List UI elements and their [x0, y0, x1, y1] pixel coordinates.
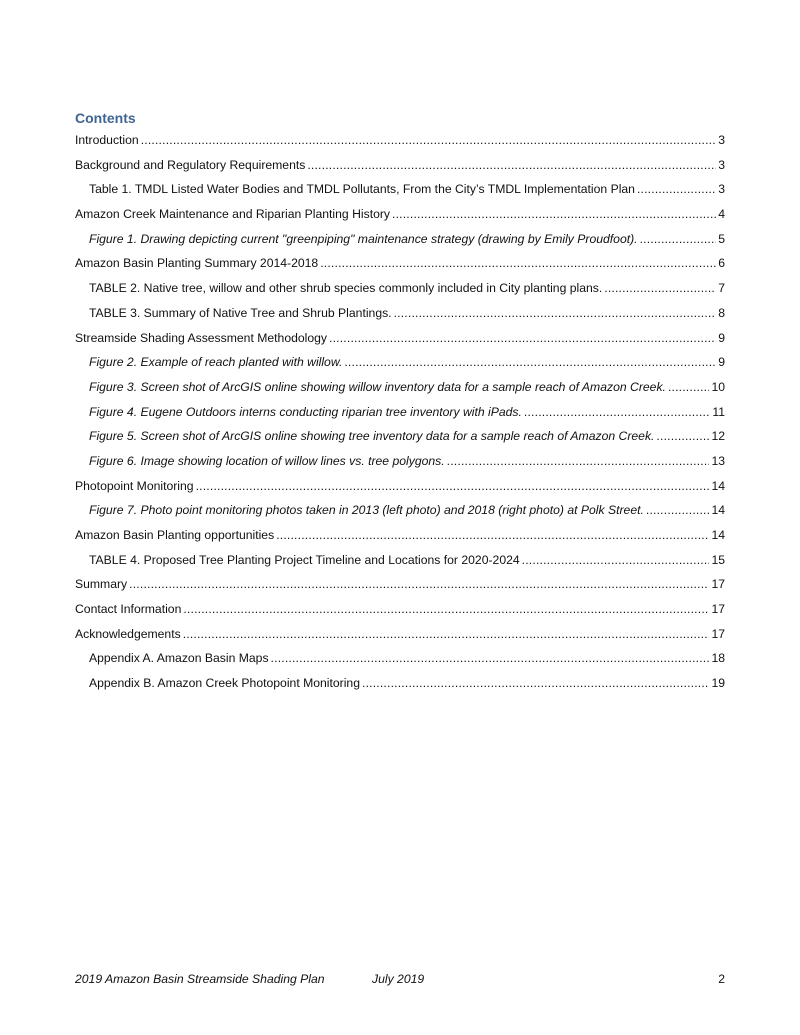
- toc-entry-page-number: 9: [718, 355, 725, 370]
- toc-entry-title: Contact Information: [75, 602, 182, 617]
- toc-dot-leader: [183, 601, 709, 617]
- toc-dot-leader: [524, 404, 710, 420]
- toc-entry-page-number: 18: [711, 651, 725, 666]
- toc-dot-leader: [271, 650, 710, 666]
- toc-entry[interactable]: [75, 404, 725, 429]
- toc-entry-page-number: 17: [711, 602, 725, 617]
- toc-entry-title: Photopoint Monitoring: [75, 478, 194, 493]
- toc-entry-page-number: 13: [711, 453, 725, 468]
- toc-entry-title: Amazon Basin Planting opportunities: [75, 528, 275, 542]
- toc-entry-page-number: 14: [711, 503, 725, 518]
- footer-date: July 2019: [372, 972, 425, 986]
- toc-entry-title: Figure 1. Drawing depicting current "greenpiping" maintenance strategy (drawing by Emily Proudfoot).: [89, 231, 638, 246]
- toc-dot-leader: [362, 675, 709, 691]
- toc-dot-leader: [196, 478, 710, 494]
- toc-entry[interactable]: [75, 626, 725, 651]
- toc-dot-leader: [394, 305, 717, 321]
- toc-heading: Contents: [75, 110, 136, 126]
- toc-entry[interactable]: [75, 379, 725, 404]
- toc-entry-page-number: 3: [718, 157, 725, 172]
- toc-entry[interactable]: [75, 231, 725, 256]
- toc-entry-title: Figure 2. Example of reach planted with willow.: [89, 355, 343, 370]
- toc-entry-title: Appendix B. Amazon Creek Photopoint Monitoring: [89, 676, 360, 691]
- toc-dot-leader: [329, 330, 716, 346]
- toc-entry-title: Amazon Basin Planting Summary 2014-2018: [75, 256, 319, 271]
- toc-entry-title: Summary: [75, 577, 128, 592]
- toc-entry-title: TABLE 3. Summary of Native Tree and Shrub Plantings.: [89, 305, 392, 320]
- toc-entry-page-number: 12: [711, 429, 725, 444]
- toc-entry-title: Figure 4. Eugene Outdoors interns conducting riparian tree inventory with iPads.: [89, 404, 522, 419]
- toc-entry-page-number: 10: [711, 379, 725, 394]
- toc-entry-page-number: 3: [718, 133, 725, 147]
- toc-entry[interactable]: [75, 305, 725, 330]
- toc-entry[interactable]: [75, 428, 725, 453]
- toc-entry[interactable]: [75, 330, 725, 355]
- toc-entry[interactable]: [75, 527, 725, 552]
- toc-entry-title: Streamside Shading Assessment Methodology: [75, 330, 328, 345]
- toc-dot-leader: [668, 379, 710, 395]
- toc-entry-page-number: 8: [718, 305, 725, 320]
- toc-entry[interactable]: [75, 453, 725, 478]
- toc-entry-title: TABLE 2. Native tree, willow and other shrub species commonly included in City planting plans.: [89, 281, 603, 296]
- toc-dot-leader: [656, 428, 709, 444]
- toc-entry-title: Figure 3. Screen shot of ArcGIS online showing willow inventory data for a sample reach of Amazon Creek.: [89, 379, 666, 394]
- toc-dot-leader: [183, 626, 710, 642]
- toc-entry-page-number: 14: [711, 528, 725, 542]
- toc-entry[interactable]: [75, 354, 725, 379]
- toc-entry-title: Figure 7. Photo point monitoring photos taken in 2013 (left photo) and 2018 (right photo) at Polk Street.: [89, 503, 644, 518]
- toc-entry-title: Acknowledgements: [75, 626, 181, 641]
- toc-entry[interactable]: [75, 601, 725, 626]
- toc-dot-leader: [344, 354, 716, 370]
- toc-entry[interactable]: [75, 280, 725, 305]
- toc-dot-leader: [320, 255, 716, 271]
- toc-entry[interactable]: [75, 502, 725, 527]
- toc-entry[interactable]: [75, 157, 725, 182]
- toc-dot-leader: [637, 181, 716, 197]
- toc-dot-leader: [141, 132, 717, 148]
- toc-entry[interactable]: [75, 206, 725, 231]
- toc-entry-title: TABLE 4. Proposed Tree Planting Project Timeline and Locations for 2020-2024: [89, 552, 520, 567]
- toc-entry-title: Background and Regulatory Requirements: [75, 157, 306, 172]
- toc-entry[interactable]: [75, 478, 725, 503]
- toc-entry-page-number: 11: [712, 404, 725, 419]
- toc-entry-page-number: 9: [718, 330, 725, 345]
- footer-document-title: 2019 Amazon Basin Streamside Shading Plan: [75, 972, 325, 986]
- toc-entry-title: Appendix A. Amazon Basin Maps: [89, 651, 269, 666]
- toc-entry-page-number: 17: [711, 577, 725, 592]
- toc-entry-title: Figure 5. Screen shot of ArcGIS online showing tree inventory data for a sample reach of Amazon Creek.: [89, 429, 655, 444]
- toc-entry-page-number: 6: [718, 256, 725, 271]
- toc-dot-leader: [646, 502, 710, 518]
- toc-dot-leader: [392, 206, 716, 222]
- toc-dot-leader: [604, 280, 716, 296]
- toc-entry-page-number: 4: [718, 207, 725, 222]
- toc-entry-page-number: 15: [711, 552, 725, 567]
- toc-entry-page-number: 17: [711, 626, 725, 641]
- toc-entry-page-number: 14: [711, 478, 725, 493]
- toc-entry-title: Amazon Creek Maintenance and Riparian Planting History: [75, 207, 391, 222]
- toc-dot-leader: [640, 231, 717, 247]
- toc-entry-title: Introduction: [75, 133, 139, 147]
- toc-entry[interactable]: [75, 552, 725, 577]
- toc-entry-title: Figure 6. Image showing location of willow lines vs. tree polygons.: [89, 453, 445, 468]
- toc-entry-title: Table 1. TMDL Listed Water Bodies and TMDL Pollutants, From the City’s TMDL Implementation Plan: [89, 182, 635, 197]
- table-of-contents: [75, 132, 725, 700]
- toc-entry-page-number: 3: [718, 182, 725, 197]
- toc-entry-page-number: 5: [718, 231, 725, 246]
- toc-dot-leader: [522, 552, 710, 568]
- toc-entry-page-number: 19: [711, 676, 725, 691]
- toc-dot-leader: [447, 453, 710, 469]
- toc-entry[interactable]: [75, 181, 725, 206]
- toc-dot-leader: [276, 527, 709, 543]
- footer-page-number: 2: [718, 972, 725, 986]
- toc-entry[interactable]: [75, 255, 725, 280]
- toc-entry[interactable]: [75, 675, 725, 700]
- toc-entry[interactable]: [75, 650, 725, 675]
- toc-entry[interactable]: [75, 576, 725, 601]
- toc-entry[interactable]: [75, 132, 725, 157]
- toc-dot-leader: [307, 157, 716, 173]
- toc-entry-page-number: 7: [718, 281, 725, 296]
- toc-dot-leader: [129, 576, 709, 592]
